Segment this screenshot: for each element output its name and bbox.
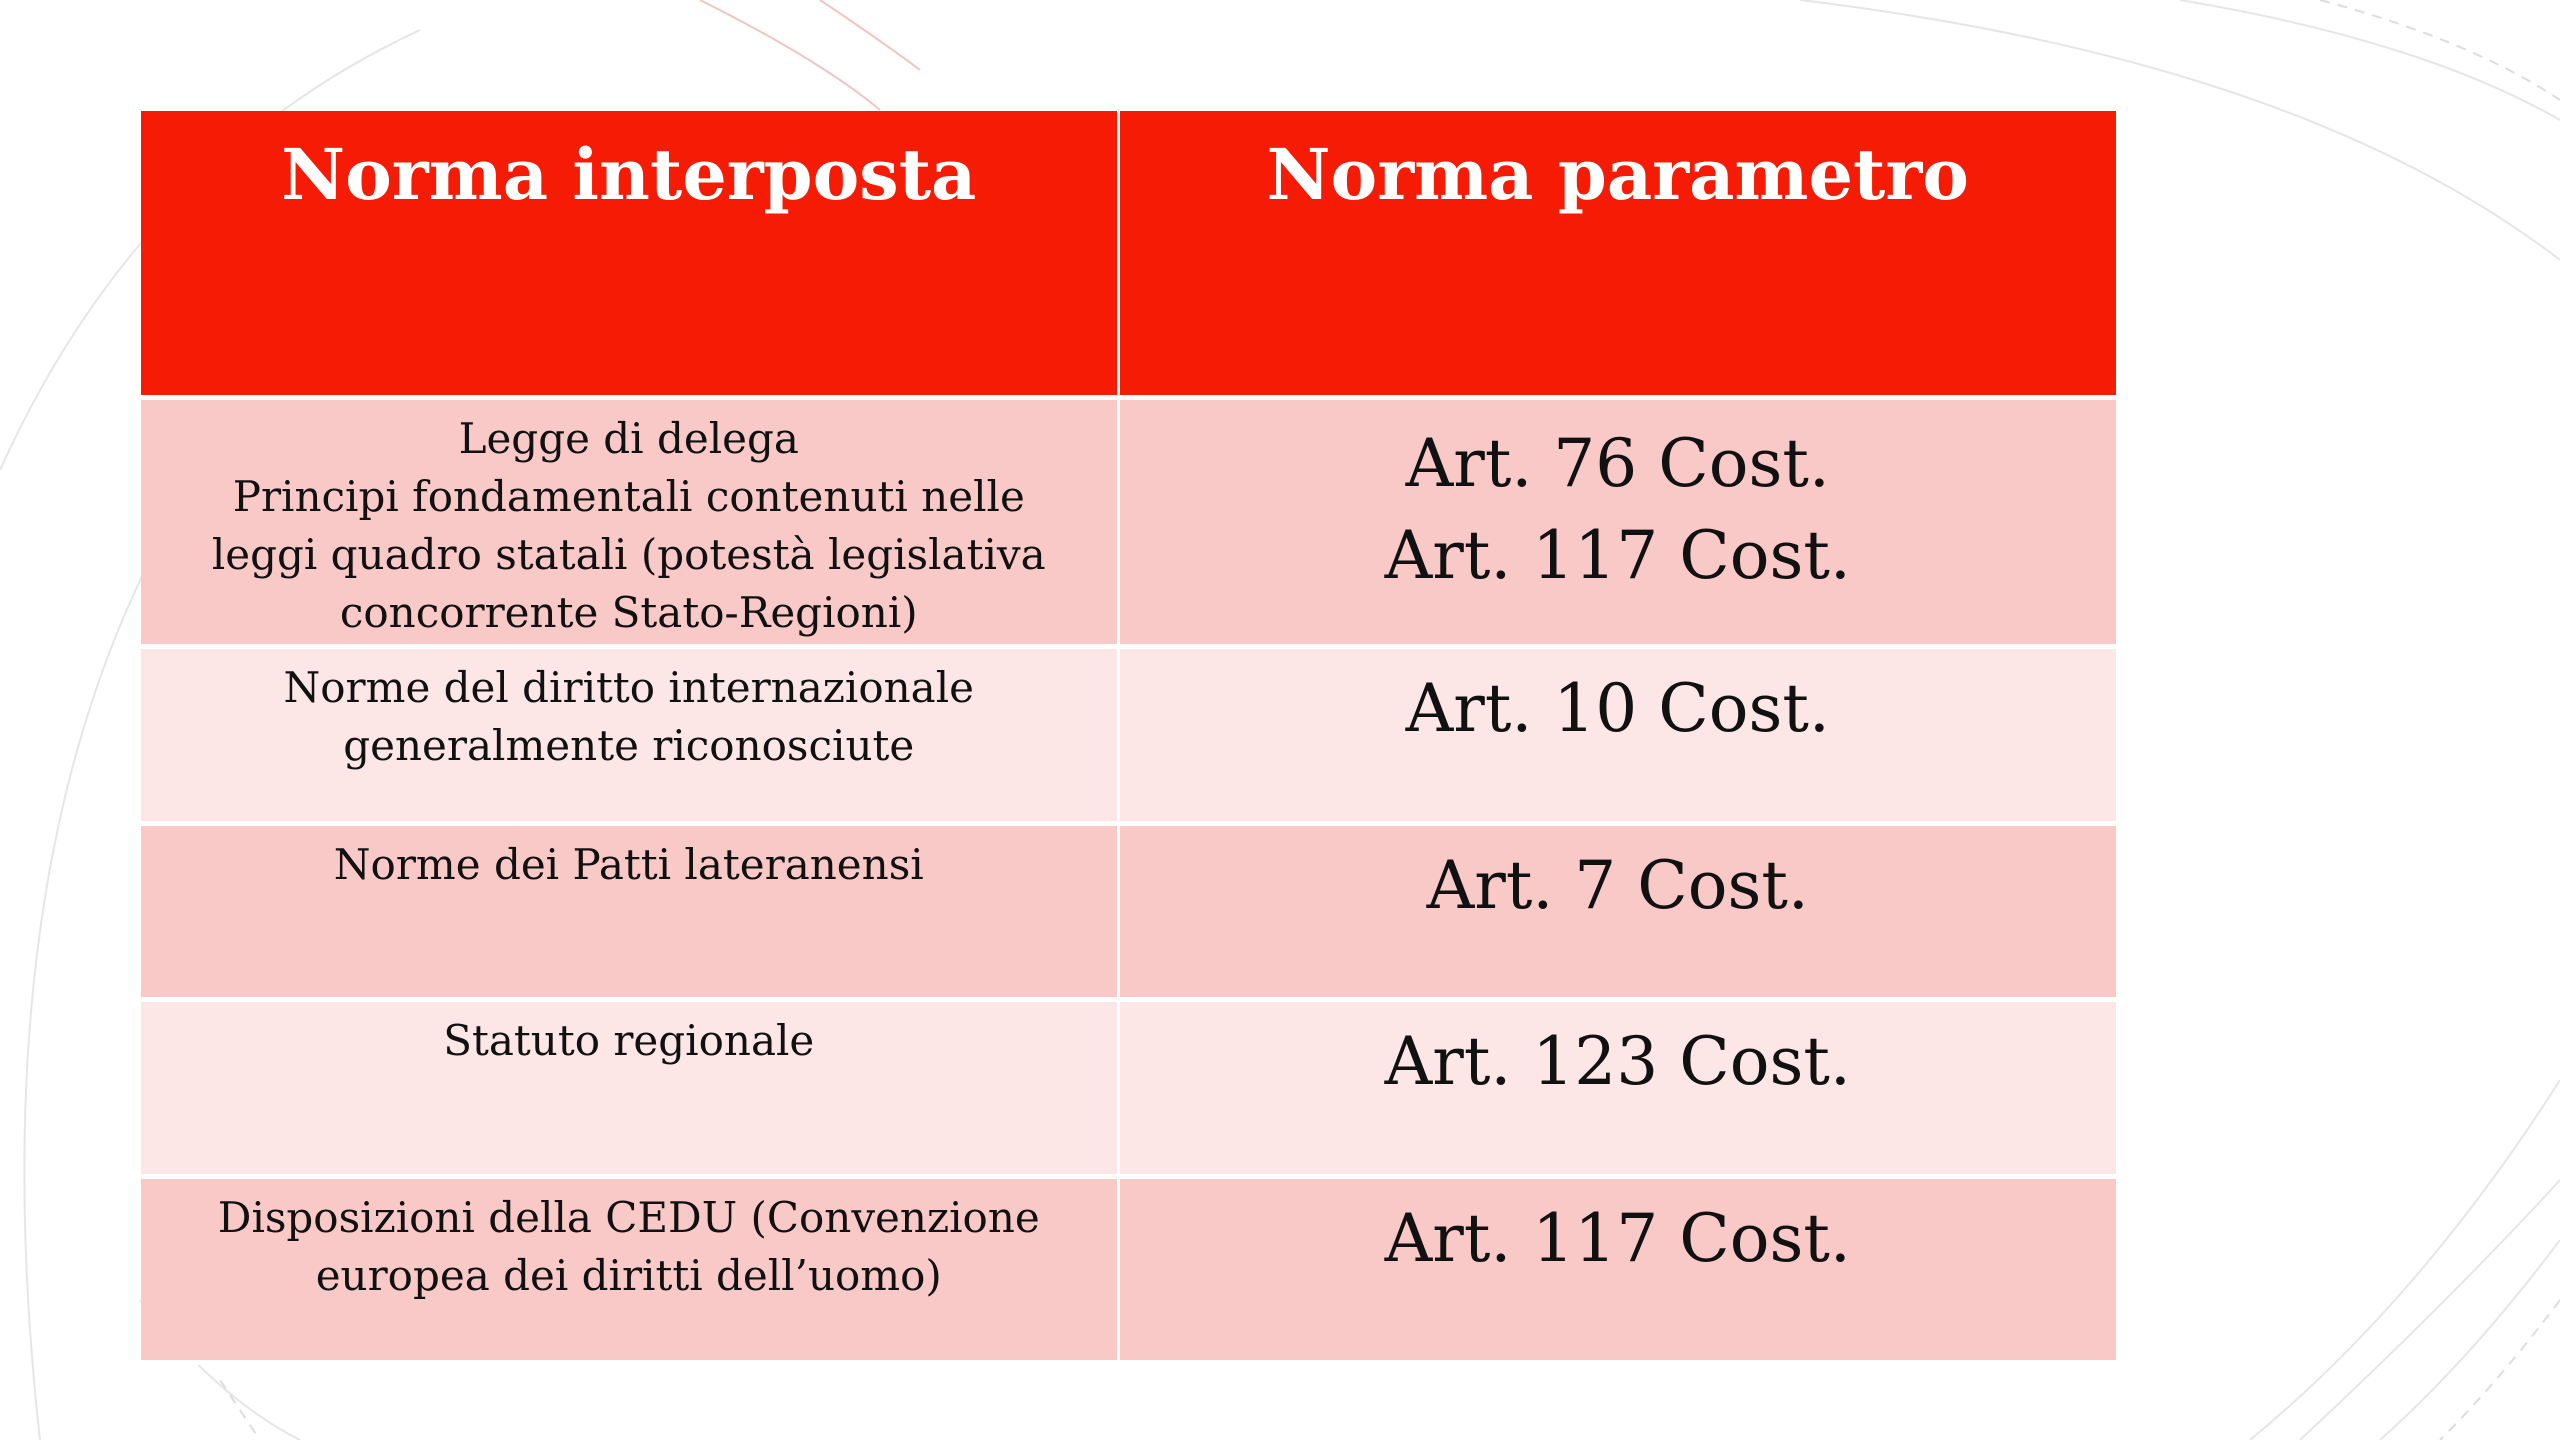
- cell-text-line: generalmente riconosciute: [343, 721, 915, 771]
- cell-text-line: Legge di delega: [458, 413, 799, 463]
- cell-norma-parametro: [1118, 647, 2116, 823]
- cell-norma-interposta: [141, 1176, 1118, 1362]
- table-row: [141, 1176, 2116, 1362]
- header-norma-parametro: Norma parametro: [1118, 111, 2116, 397]
- cell-norma-interposta: [141, 647, 1118, 823]
- cell-text-line: Art. 117 Cost.: [1384, 1199, 1851, 1277]
- cell-text-line: Norme dei Patti lateranensi: [333, 839, 924, 889]
- table-row: [141, 1000, 2116, 1176]
- cell-text-line: Art. 123 Cost.: [1384, 1023, 1851, 1101]
- cell-norma-interposta: [141, 823, 1118, 999]
- table-row: [141, 397, 2116, 647]
- cell-norma-parametro: [1118, 1176, 2116, 1362]
- cell-text-line: Norme del diritto internazionale: [283, 663, 974, 713]
- norme-table: [141, 111, 2116, 1365]
- table-row: [141, 823, 2116, 999]
- table-header-row: [141, 111, 2116, 397]
- cell-norma-parametro: [1118, 397, 2116, 647]
- cell-norma-parametro: [1118, 1000, 2116, 1176]
- cell-norma-interposta: [141, 397, 1118, 647]
- cell-text-line: leggi quadro statali (potestà legislativa: [211, 529, 1046, 579]
- cell-text-line: Statuto regionale: [443, 1016, 815, 1066]
- cell-text-line: Disposizioni della CEDU (Convenzione: [217, 1192, 1040, 1242]
- header-norma-interposta: Norma interposta: [141, 111, 1118, 397]
- cell-text-line: Art. 117 Cost.: [1384, 516, 1851, 594]
- cell-norma-parametro: [1118, 823, 2116, 999]
- comparison-table-container: [141, 111, 2116, 1365]
- table-row: [141, 647, 2116, 823]
- cell-text-line: europea dei diritti dell’uomo): [315, 1250, 942, 1300]
- cell-text-line: Art. 10 Cost.: [1405, 670, 1830, 748]
- cell-text-line: Art. 76 Cost.: [1405, 424, 1830, 502]
- cell-text-line: Principi fondamentali contenuti nelle: [232, 471, 1025, 521]
- cell-text-line: concorrente Stato-Regioni): [339, 587, 918, 637]
- cell-text-line: Art. 7 Cost.: [1426, 846, 1809, 924]
- cell-norma-interposta: [141, 1000, 1118, 1176]
